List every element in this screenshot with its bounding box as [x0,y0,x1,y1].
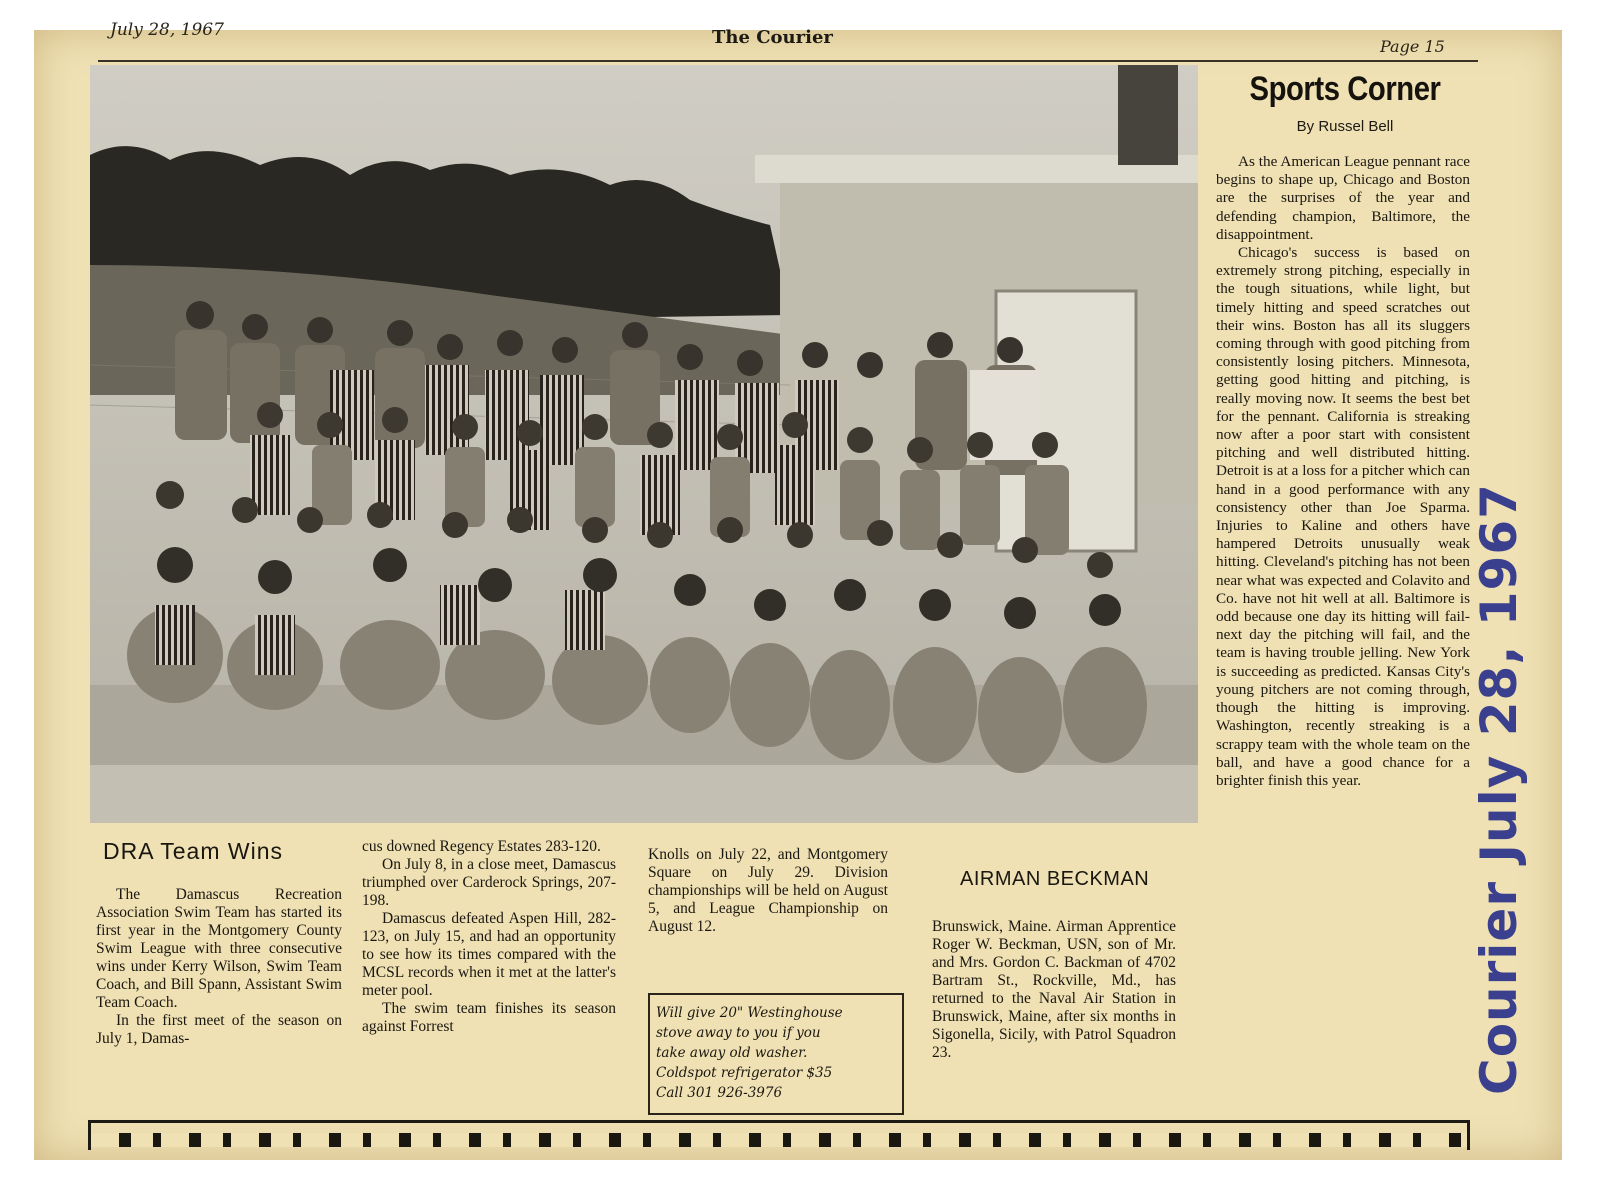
airman-article-body [932,918,1176,1062]
masthead-rule [98,60,1478,62]
classified-line: take away old washer. [656,1045,808,1061]
article-paragraph: Knolls on July 22, and Montgomery Square on July 29. Division championships will be held on August 5, and League Championship on August 12. [648,846,888,935]
article-paragraph: In the first meet of the season on July 1, Damas- [96,1012,342,1047]
group-photo-icon [90,65,1198,823]
sports-paragraph: As the American League pennant race begins to shape up, Chicago and Boston are the surprises of the year and defending champion, Baltimore, the disappointment. [1216,153,1470,243]
article-paragraph: Damascus defeated Aspen Hill, 282-123, on July 15, and had an opportunity to see how its times compared with the MCSL records when it met at the latter's meter pool. [362,910,616,999]
article-paragraph: Brunswick, Maine. Airman Apprentice Roger W. Beckman, USN, son of Mr. and Mrs. Gordon C. Backman of 4702 Bartram St., Rockville, Md., has returned to the Naval Air Station in Brunswick, Maine, after six months in Sigonella, Sicily, with Patrol Squadron 23. [932,918,1176,1061]
sports-corner-title: Sports Corner [1249,70,1441,108]
classified-line: Will give 20" Westinghouse [656,1005,843,1021]
sports-corner-byline: By Russel Bell [1296,118,1394,135]
airman-article-title: AIRMAN BECKMAN [960,868,1150,890]
dra-article-column-3 [648,846,888,936]
cropped-banner-headline [88,1120,1470,1150]
classified-line: Call 301 926-3976 [656,1085,783,1101]
dra-article-column-2 [362,838,616,1036]
masthead-paper-name: The Courier [712,27,833,48]
classified-line: stove away to you if you [656,1025,821,1041]
swim-team-photo [90,65,1198,823]
masthead-page-number: Page 15 [1380,37,1445,56]
article-paragraph: On July 8, in a close meet, Damascus triumphed over Carderock Springs, 207-198. [362,856,616,909]
dra-article-column-1 [96,886,342,1048]
article-paragraph: The swim team finishes its season against Forrest [362,1000,616,1035]
classified-line: Coldspot refrigerator $35 [656,1065,833,1081]
dra-article-title: DRA Team Wins [103,838,284,864]
handwritten-date-annotation: Courier July 28, 1967 [1470,483,1528,1095]
sports-corner-body [1216,153,1470,790]
article-paragraph: The Damascus Recreation Association Swim Team has started its first year in the Montgomery County Swim League with three consecutive wins under Kerry Wilson, Swim Team Coach, and Bill Spann, Assistant Swim Team Coach. [96,886,342,1011]
sports-paragraph: Chicago's success is based on extremely strong pitching, especially in the tough situations, while light, but timely hitting and speed scratches out their wins. Boston has all its sluggers coming through with good pitching from consistently losing pitchers. Minnesota, getting good hitting and pitching, is really moving now. It seems the best bet for the pennant. California is streaking now after a poor start with consistent pitching and well distributed hitting. Detroit is at a loss for a pitcher which can hand in a good performance with any consistency other than Joe Sparma. Injuries to Kaline and others have hampered Detroits unusually weak hitting. Cleveland's pitching has not been near what was expected and Colavito and Co. have not hit well at all. Baltimore is odd because one day its hitting will fail-next day the pitching will fail, and the team is having trouble jelling. New York is succeeding as predicted. Kansas City's young pitchers are not coming through, though the hitting is improving. Washington, recently streaking is a scrappy team with the whole team on the ball, and have a good chance for a brighter finish this year. [1216,244,1470,789]
article-paragraph: cus downed Regency Estates 283-120. [362,838,601,855]
classified-ad [648,993,904,1115]
masthead-date: July 28, 1967 [110,20,224,40]
